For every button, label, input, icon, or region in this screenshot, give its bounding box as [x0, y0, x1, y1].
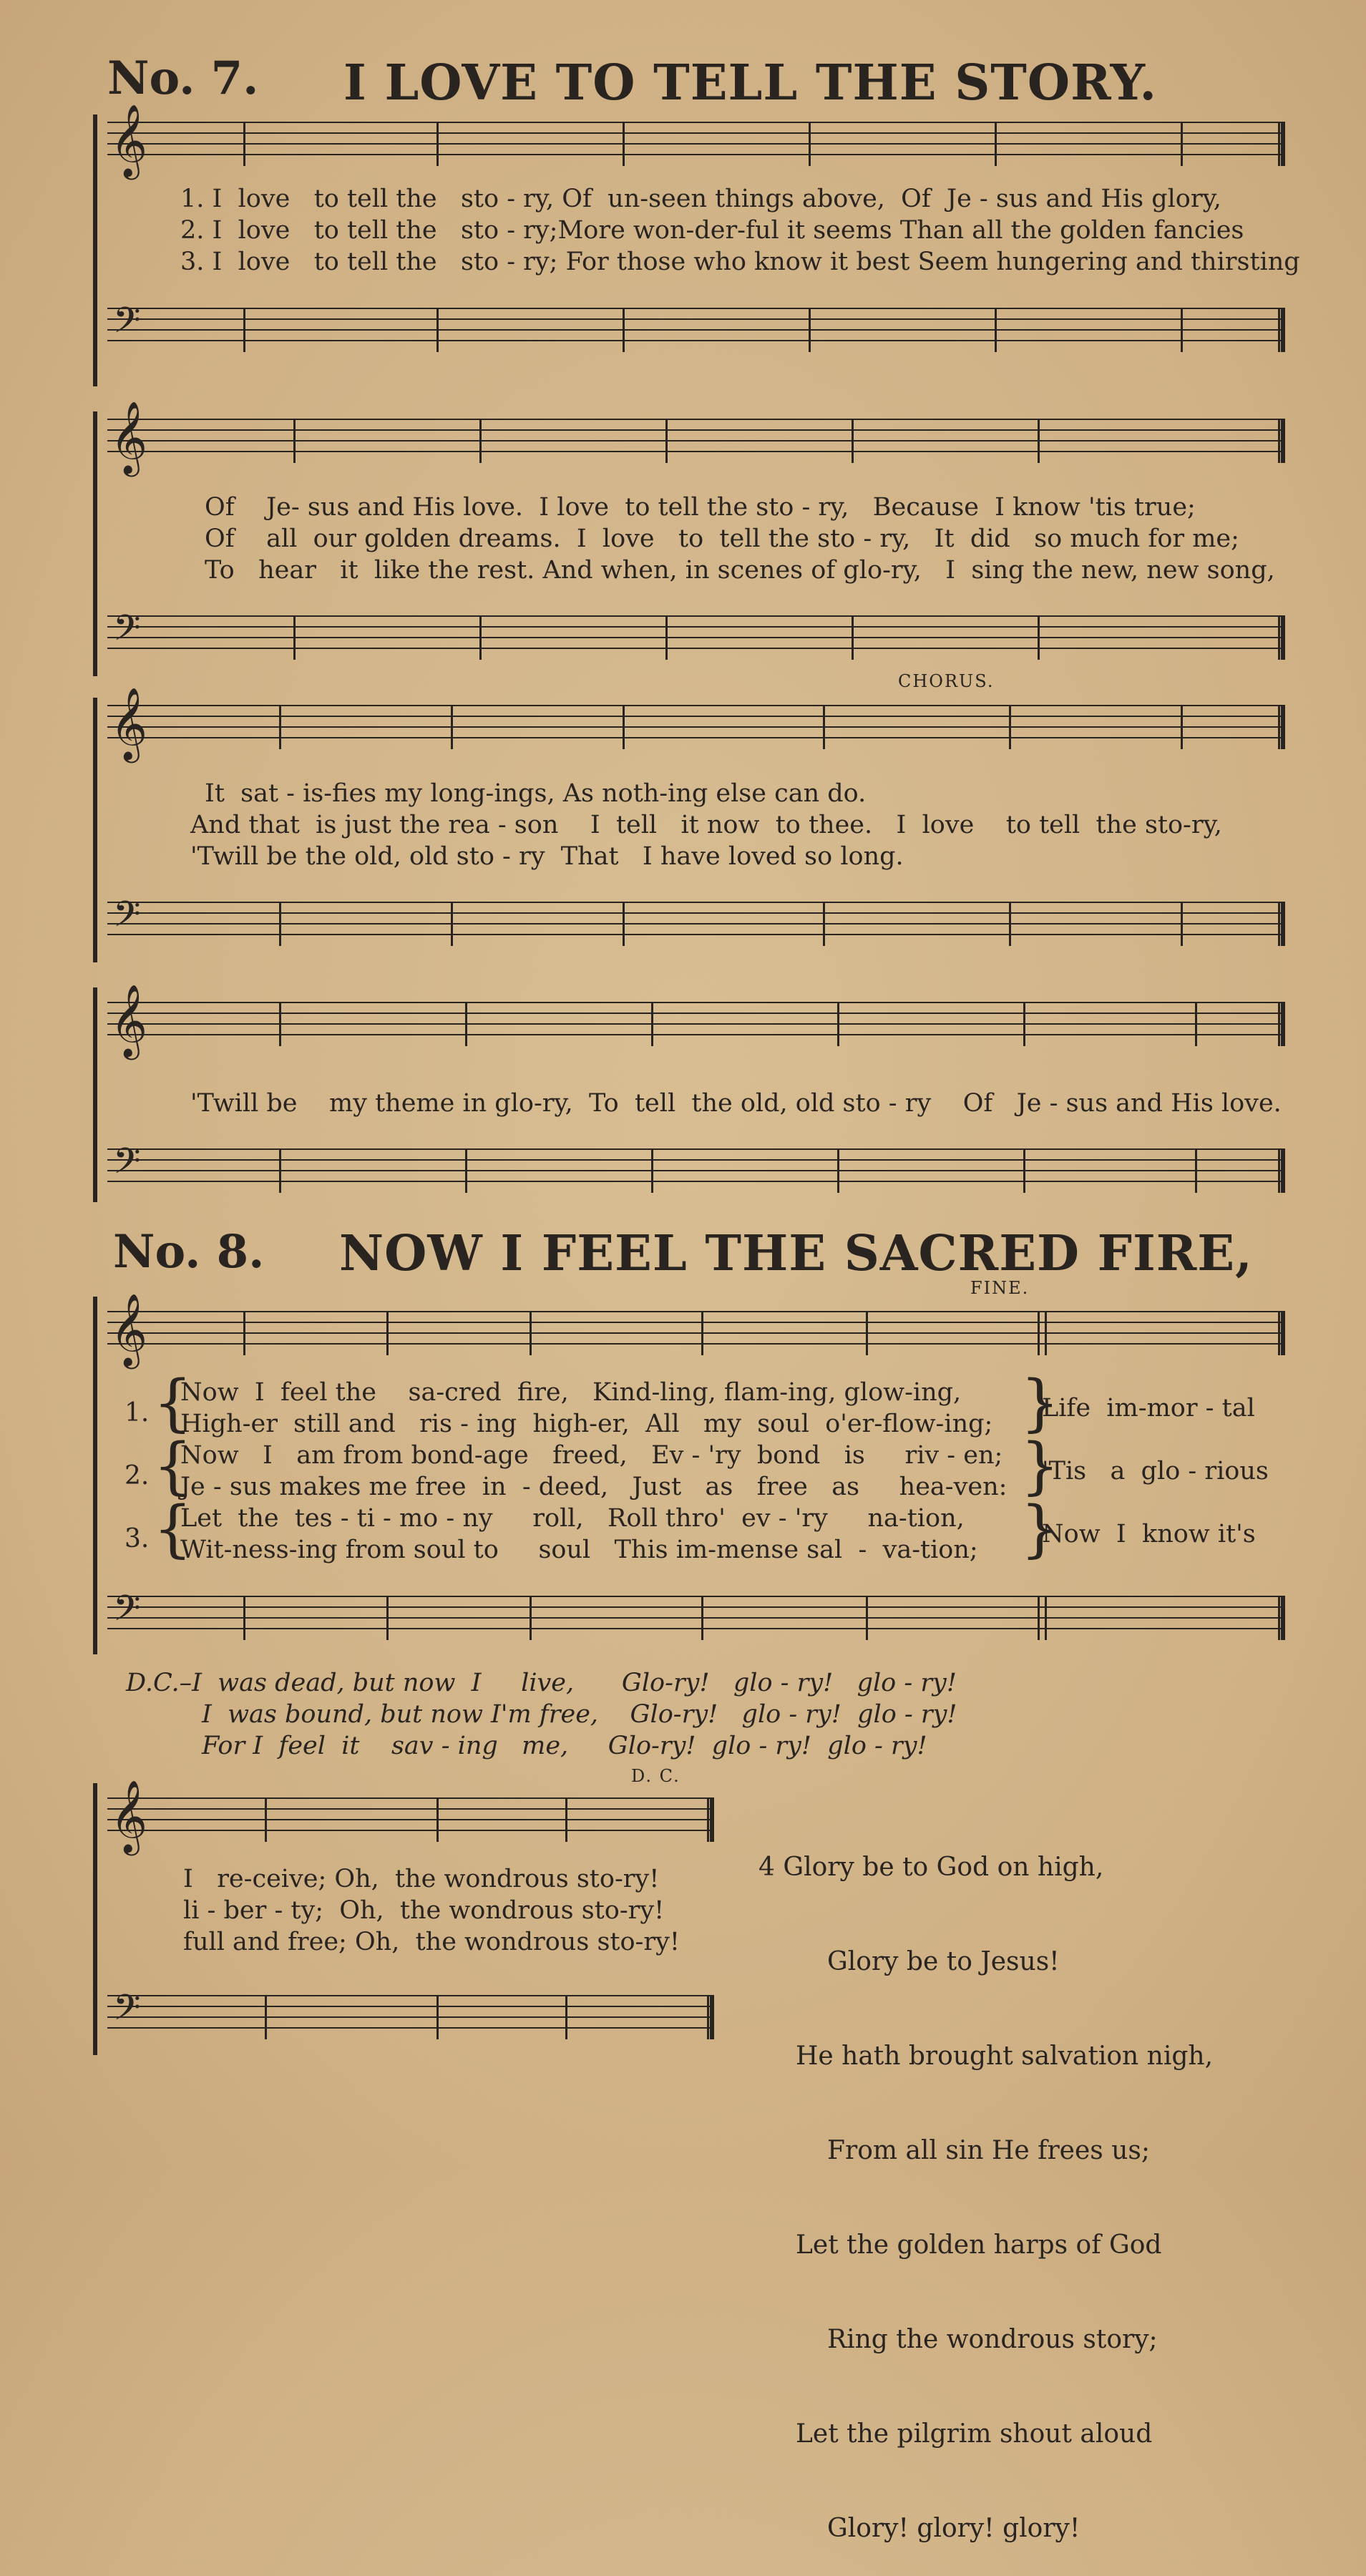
stanza-4	[758, 1789, 1213, 2576]
hymn-8-system-2	[93, 1779, 714, 2055]
lyric-line: li - ber - ty; Oh, the wondrous sto-ry!	[183, 1896, 665, 1925]
treble-clef-icon: 𝄞	[110, 686, 148, 760]
dc-line: For I feel it sav - ing me, Glo-ry! glo - ry! glo - ry!	[202, 1732, 927, 1760]
lyric-line: 'Twill be my theme in glo-ry, To tell the old, old sto - ry Of Je - sus and His love.	[190, 1089, 1282, 1118]
bass-staff	[107, 608, 1285, 658]
stanza-line: From all sin He frees us;	[827, 2136, 1150, 2165]
treble-clef-icon: 𝄞	[110, 983, 148, 1057]
hymn-8-title: NOW I FEEL THE SACRED FIRE,	[339, 1225, 1253, 1282]
bass-staff	[107, 894, 1285, 945]
lyric-line: Now I am from bond-age freed, Ev - 'ry bond is riv - en;	[180, 1441, 1003, 1470]
hymn-7-system-4	[93, 983, 1285, 1202]
treble-clef-icon: 𝄞	[110, 103, 148, 177]
dc-line: I was bound, but now I'm free, Glo-ry! glo - ry! glo - ry!	[202, 1700, 957, 1729]
treble-staff	[107, 1292, 1285, 1366]
treble-clef-icon: 𝄞	[110, 400, 148, 474]
lyric-line: 2. I love to tell the sto - ry;More won-der-ful it seems Than all the golden fancies	[180, 216, 1244, 245]
dc-mark: D. C.	[631, 1766, 680, 1786]
hymn-7-number: No. 7.	[107, 52, 259, 105]
treble-staff	[107, 686, 1285, 760]
refrain-lead: Life im-mor - tal	[1042, 1394, 1255, 1423]
treble-staff	[107, 983, 1285, 1057]
verse-number: 2.	[125, 1461, 150, 1491]
lyric-line: Now I feel the sa-cred fire, Kind-ling, flam-ing, glow-ing,	[180, 1378, 962, 1407]
stanza-line: Glory be to Jesus!	[827, 1947, 1060, 1976]
hymn-7-system-3	[93, 686, 1285, 962]
hymn-7-system-2	[93, 400, 1285, 676]
lyric-line: Wit-ness-ing from soul to soul This im-mense sal - va-tion;	[180, 1536, 978, 1564]
verse-number: 1.	[125, 1398, 150, 1428]
bass-clef-icon: 𝄢	[113, 1588, 141, 1638]
treble-staff	[107, 400, 1285, 474]
bass-staff	[107, 1987, 714, 2038]
stanza-line: He hath brought salvation nigh,	[796, 2041, 1214, 2071]
stanza-line: Let the pilgrim shout aloud	[796, 2419, 1153, 2449]
refrain-lead: 'Tis a glo - rious	[1042, 1457, 1269, 1485]
hymn-8-number: No. 8.	[113, 1225, 265, 1279]
bass-clef-icon: 𝄢	[113, 1141, 141, 1191]
hymn-7-title: I LOVE TO TELL THE STORY.	[343, 54, 1158, 112]
brace-left: {	[153, 1493, 192, 1565]
brace-right: }	[1020, 1430, 1060, 1502]
chorus-mark: CHORUS.	[898, 671, 995, 691]
brace-left: {	[153, 1367, 192, 1439]
bass-clef-icon: 𝄢	[113, 1987, 141, 2037]
lyric-line: Je - sus makes me free in - deed, Just as free as hea-ven:	[180, 1473, 1008, 1501]
bass-clef-icon: 𝄢	[113, 300, 141, 350]
stanza-line: Glory! glory! glory!	[827, 2514, 1080, 2543]
lyric-line: full and free; Oh, the wondrous sto-ry!	[183, 1928, 680, 1956]
lyric-line: Of all our golden dreams. I love to tell the sto - ry, It did so much for me;	[205, 525, 1239, 553]
hymn-8-system-1	[93, 1292, 1285, 1654]
lyric-line: 1. I love to tell the sto - ry, Of un-seen things above, Of Je - sus and His glory,	[180, 185, 1221, 213]
fine-mark: FINE.	[970, 1278, 1030, 1298]
treble-clef-icon: 𝄞	[110, 1779, 148, 1853]
lyric-line: 3. I love to tell the sto - ry; For those who know it best Seem hungering and thirsting	[180, 248, 1300, 276]
verse-number: 3.	[125, 1524, 150, 1553]
treble-staff	[107, 1779, 714, 1853]
brace-left: {	[153, 1430, 192, 1502]
lyric-line: To hear it like the rest. And when, in scenes of glo-ry, I sing the new, new song,	[205, 556, 1275, 585]
lyric-line: High-er still and ris - ing high-er, All my soul o'er-flow-ing;	[180, 1410, 993, 1438]
lyric-line: Of Je- sus and His love. I love to tell the sto - ry, Because I know 'tis true;	[205, 493, 1196, 522]
bass-clef-icon: 𝄢	[113, 894, 141, 944]
bass-clef-icon: 𝄢	[113, 608, 141, 658]
refrain-lead: Now I know it's	[1042, 1520, 1256, 1548]
lyric-line: 'Twill be the old, old sto - ry That I have loved so long.	[190, 842, 904, 871]
stanza-line: Ring the wondrous story;	[827, 2325, 1158, 2354]
lyric-line: I re-ceive; Oh, the wondrous sto-ry!	[183, 1865, 660, 1893]
treble-staff	[107, 103, 1285, 177]
lyric-line: Let the tes - ti - mo - ny roll, Roll thro' ev - 'ry na-tion,	[180, 1504, 965, 1533]
treble-clef-icon: 𝄞	[110, 1292, 148, 1366]
hymn-7-system-1	[93, 103, 1300, 386]
stanza-line: Let the golden harps of God	[796, 2230, 1162, 2260]
lyric-line: And that is just the rea - son I tell it now to thee. I love to tell the sto-ry,	[190, 811, 1222, 839]
stanza-line: 4 Glory be to God on high,	[758, 1853, 1104, 1882]
brace-right: }	[1020, 1493, 1060, 1565]
lyric-line: It sat - is-fies my long-ings, As noth-ing else can do.	[205, 779, 867, 808]
bass-staff	[107, 1141, 1285, 1191]
brace-right: }	[1020, 1367, 1060, 1439]
dc-line: D.C.–I was dead, but now I live, Glo-ry! glo - ry! glo - ry!	[126, 1669, 957, 1697]
bass-staff	[107, 300, 1285, 351]
bass-staff	[107, 1588, 1285, 1639]
